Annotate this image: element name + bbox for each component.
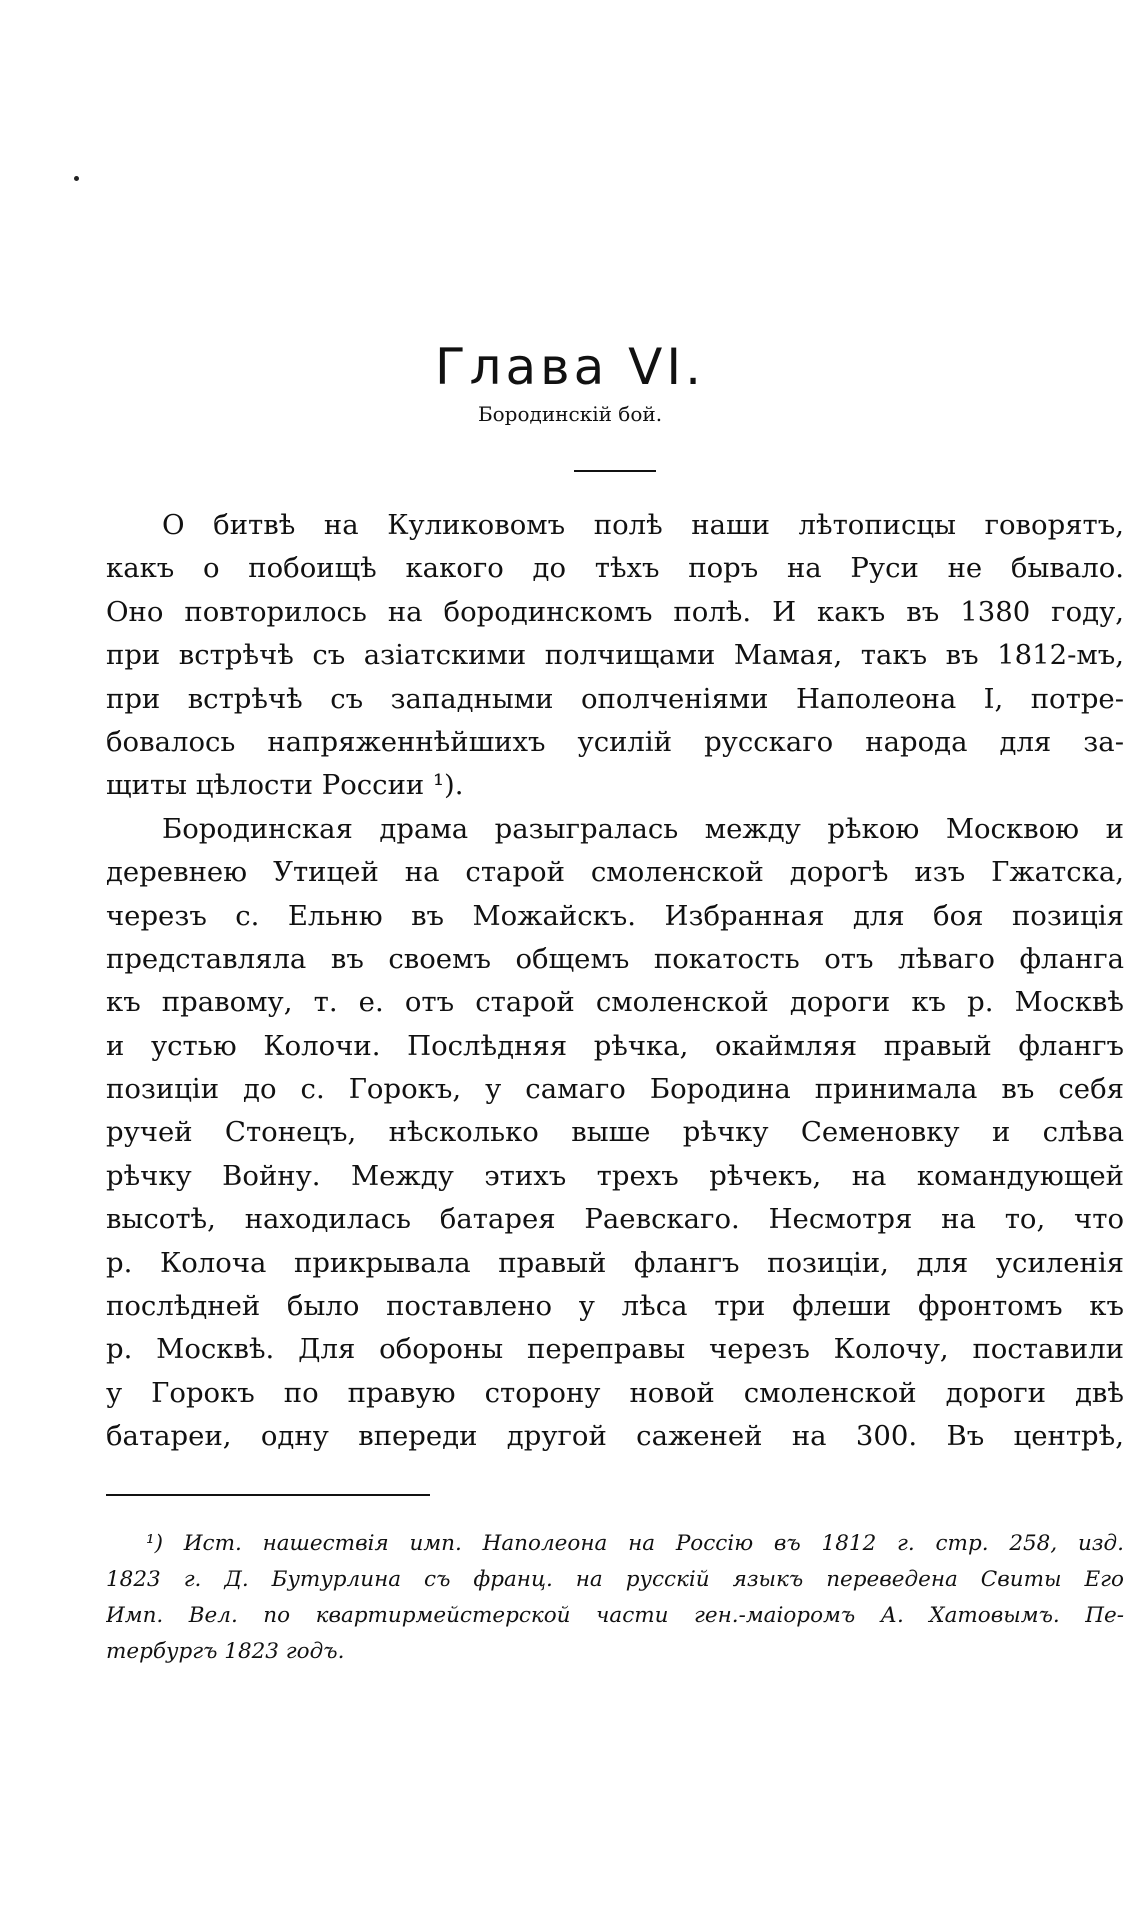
text-line: щиты цѣлости России ¹). (106, 769, 464, 802)
text-line: какъ о побоищѣ какого до тѣхъ поръ на Руси не бывало. (106, 552, 1124, 585)
text-line: р. Колоча прикрывала правый флангъ позиціи, для усиленія (106, 1246, 1124, 1279)
text-line: послѣдней было поставлено у лѣса три флеши фронтомъ къ (106, 1290, 1124, 1323)
text-line: при встрѣчѣ съ западными ополченіями Наполеона I, потре- (106, 682, 1124, 715)
text-line: высотѣ, находилась батарея Раевскаго. Несмотря на то, что (106, 1203, 1124, 1236)
text-line: черезъ с. Ельню въ Можайскъ. Избранная для боя позиція (106, 899, 1124, 932)
footnote-line: тербургъ 1823 годъ. (106, 1639, 345, 1664)
body-text (106, 504, 1124, 1459)
text-line: р. Москвѣ. Для обороны переправы черезъ Колочу, поставили (106, 1333, 1124, 1366)
footnote-line: 1823 г. Д. Бутурлина съ франц. на русскій языкъ переведена Свиты Его (106, 1567, 1124, 1592)
text-line: представляла въ своемъ общемъ покатость отъ лѣваго фланга (106, 942, 1124, 975)
scan-speck (74, 176, 79, 181)
footnote-line: Имп. Вел. по квартирмейстерской части ген.-маіоромъ А. Хатовымъ. Пе- (106, 1603, 1124, 1628)
chapter-subtitle: Бородинскій бой. (477, 402, 663, 426)
text-line: рѣчку Войну. Между этихъ трехъ рѣчекъ, на командующей (106, 1159, 1124, 1192)
footnote-divider (106, 1494, 430, 1496)
text-line: Бородинская драма разыгралась между рѣкою Москвою и (162, 812, 1124, 845)
text-line: и устью Колочи. Послѣдняя рѣчка, окаймляя правый флангъ (106, 1029, 1124, 1062)
text-line: батареи, одну впереди другой саженей на 300. Въ центрѣ, (106, 1420, 1124, 1453)
text-line: О битвѣ на Куликовомъ полѣ наши лѣтописцы говорятъ, (162, 509, 1124, 541)
footnote-line: ¹) Ист. нашествія имп. Наполеона на Россію въ 1812 г. стр. 258, изд. (146, 1531, 1124, 1556)
text-line: при встрѣчѣ съ азіатскими полчищами Мамая, такъ въ 1812-мъ, (106, 639, 1124, 672)
text-line: деревнею Утицей на старой смоленской дорогѣ изъ Гжатска, (106, 856, 1124, 889)
text-line: къ правому, т. е. отъ старой смоленской дороги къ р. Москвѣ (106, 986, 1124, 1019)
footnote (106, 1526, 1124, 1670)
text-line: бовалось напряженнѣйшихъ усилій русскаго народа для за- (106, 725, 1124, 758)
text-line: ручей Стонецъ, нѣсколько выше рѣчку Семеновку и слѣва (106, 1116, 1124, 1149)
chapter-title: Глава VI. (435, 337, 705, 396)
title-divider (574, 470, 656, 472)
text-line: позиціи до с. Горокъ, у самаго Бородина принимала въ себя (106, 1073, 1124, 1106)
text-line: Оно повторилось на бородинскомъ полѣ. И какъ въ 1380 году, (106, 595, 1124, 628)
text-line: у Горокъ по правую сторону новой смоленской дороги двѣ (106, 1376, 1124, 1409)
